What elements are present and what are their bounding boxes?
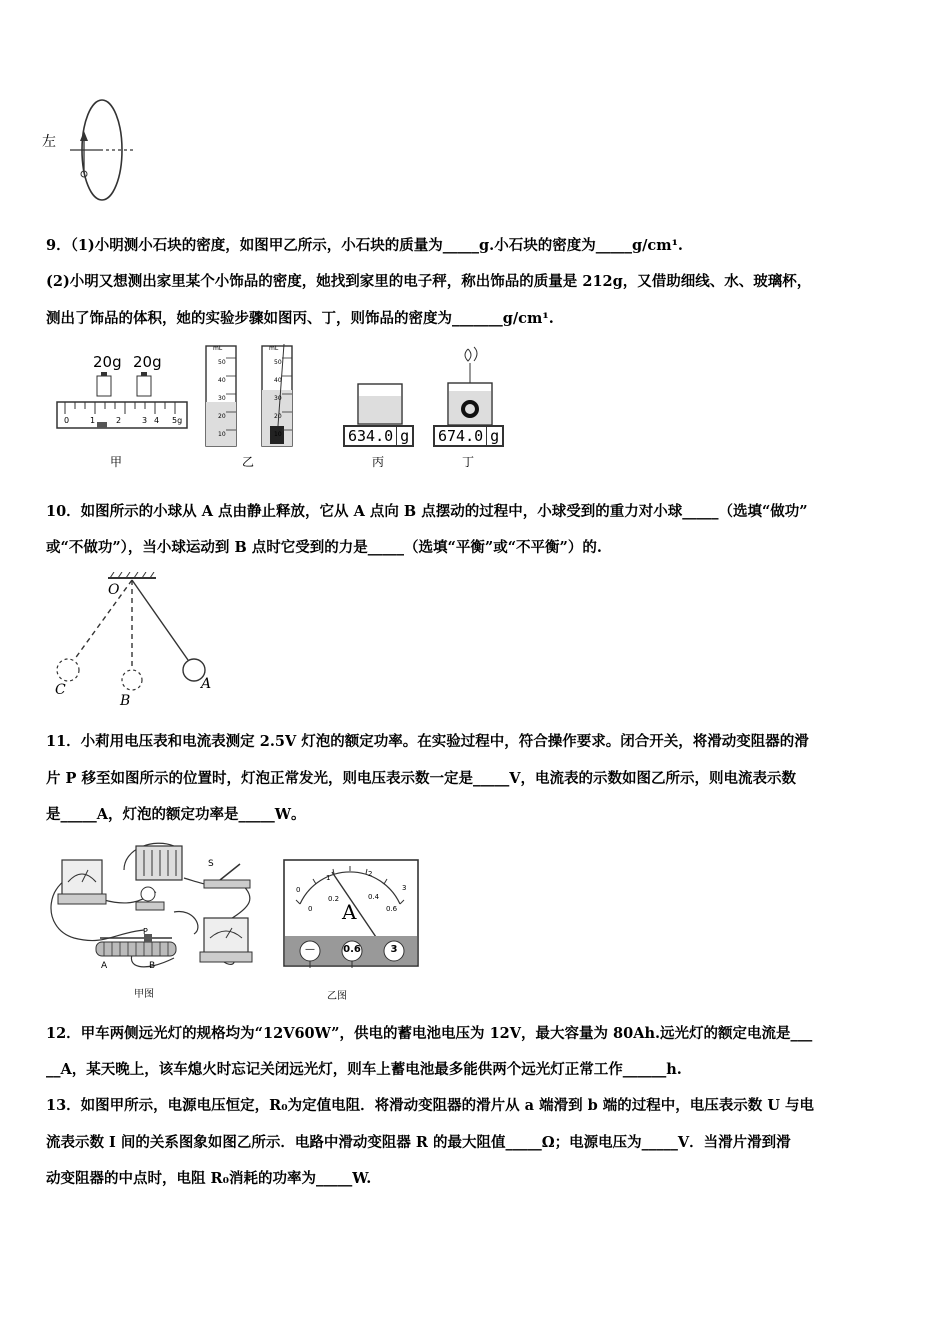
top-tick-0: 0 [296,886,301,894]
cyl-ticks-a [218,354,226,444]
top-tick-3: 3 [402,884,407,892]
tick-5: 5g [172,416,183,425]
caption-yi: 乙 [242,455,255,469]
switch-label: S [208,859,214,869]
q12-line1: 12．甲车两侧远光灯的规格均为“12V60W”，供电的蓄电池电压为 12V，最大容量为 80Ah.远光灯的额定电流是___ [46,1025,813,1042]
cyl-a-tick: 40 [218,377,226,384]
loop-figure [40,95,150,210]
cyl-unit-b: mL [269,345,279,352]
point-c: C [55,682,66,698]
reading-d-value: 674.0 [438,427,484,445]
q9-line3: 测出了饰品的体积，她的实验步骤如图丙、丁，则饰品的密度为_______g/cm¹. [46,310,554,327]
q11-line2: 片 P 移至如图所示的位置时，灯泡正常发光，则电压表示数一定是_____V，电流表的示数如图乙所示，则电流表示数 [46,770,796,787]
top-tick-2: 2 [368,870,373,878]
weight-label-1: 20g [93,353,122,371]
weight-label-2: 20g [133,353,162,371]
point-o: O [108,582,120,598]
tick-2: 2 [116,416,122,425]
terminal-3: 3 [390,944,398,955]
terminal-minus: — [305,944,315,955]
cyl-b-tick: 30 [274,395,282,402]
cyl-b-tick: 50 [274,359,282,366]
terminal-0-6: 0.6 [343,944,361,955]
q9-line1: 9．（1)小明测小石块的密度，如图甲乙所示，小石块的质量为_____g.小石块的密度为_____g/cm¹. [46,237,683,254]
cyl-a-tick: 50 [218,359,226,366]
terminal-a: A [101,961,108,971]
terminal-b: B [149,961,156,971]
terminal-p: P [143,927,148,936]
tick-4: 4 [154,416,160,425]
q11-line3: 是_____A，灯泡的额定功率是_____W。 [46,806,306,823]
tick-0: 0 [64,416,70,425]
q13-line2: 流表示数 I 间的关系图象如图乙所示．电路中滑动变阻器 R 的最大阻值_____Ω；电源电压为_____V．当滑片滑到滑 [46,1134,791,1151]
reading-c-unit: g [396,427,409,445]
pendulum-figure [46,572,226,712]
q13-line3: 动变阻器的中点时，电阻 R₀消耗的功率为_____W. [46,1170,372,1187]
tick-3: 3 [142,416,148,425]
beaker-d [440,345,500,427]
ammeter-symbol: A [342,900,357,924]
cyl-a-tick: 10 [218,431,226,438]
q11-line1: 11．小莉用电压表和电流表测定 2.5V 灯泡的额定功率。在实验过程中，符合操作要求。闭合开关，将滑动变阻器的滑 [46,733,809,750]
cylinders-figure [200,340,300,452]
caption-bing: 丙 [372,455,385,469]
cyl-b-tick: 20 [274,413,282,420]
caption-ding: 丁 [462,455,475,469]
beaker-c [350,382,410,427]
reading-c-value: 634.0 [348,427,394,445]
q12-line2: __A，某天晚上，该车熄火时忘记关闭远光灯，则车上蓄电池最多能供两个远光灯正常工作______h. [46,1061,682,1078]
top-tick-1: 1 [326,874,331,882]
cyl-a-tick: 30 [218,395,226,402]
q10-line1: 10．如图所示的小球从 A 点由静止释放，它从 A 点向 B 点摆动的过程中，小球受到的重力对小球_____（选填“做功” [46,503,808,520]
caption-figure-yi: 乙图 [327,991,347,1002]
point-a: A [201,676,212,692]
cyl-ticks-b [274,354,282,444]
reading-d-unit: g [486,427,499,445]
scale-reading-c [343,425,414,447]
cyl-unit-a: mL [213,345,223,352]
bottom-tick-0: 0 [308,905,313,913]
point-b: B [120,693,131,709]
bottom-tick-3: 0.6 [386,905,398,913]
bottom-tick-1: 0.2 [328,895,340,903]
q9-line2: (2)小明又想测出家里某个小饰品的密度，她找到家里的电子秤，称出饰品的质量是 212g，又借助细线、水、玻璃杯， [46,273,812,290]
cyl-a-tick: 20 [218,413,226,420]
q10-line2: 或“不做功”），当小球运动到 B 点时它受到的力是_____（选填“平衡”或“不平衡”）的. [46,539,602,556]
q13-line1: 13．如图甲所示，电源电压恒定，R₀为定值电阻．将滑动变阻器的滑片从 a 端滑到 b 端的过程中，电压表示数 U 与电 [46,1097,815,1114]
bottom-tick-2: 0.4 [368,893,380,901]
left-label: 左 [42,134,56,150]
scale-reading-d [433,425,504,447]
cyl-b-tick: 40 [274,377,282,384]
cyl-b-tick: 10 [274,431,282,438]
tick-1: 1 [90,416,96,425]
caption-figure-jia: 甲图 [134,989,154,1000]
caption-jia: 甲 [110,455,123,469]
